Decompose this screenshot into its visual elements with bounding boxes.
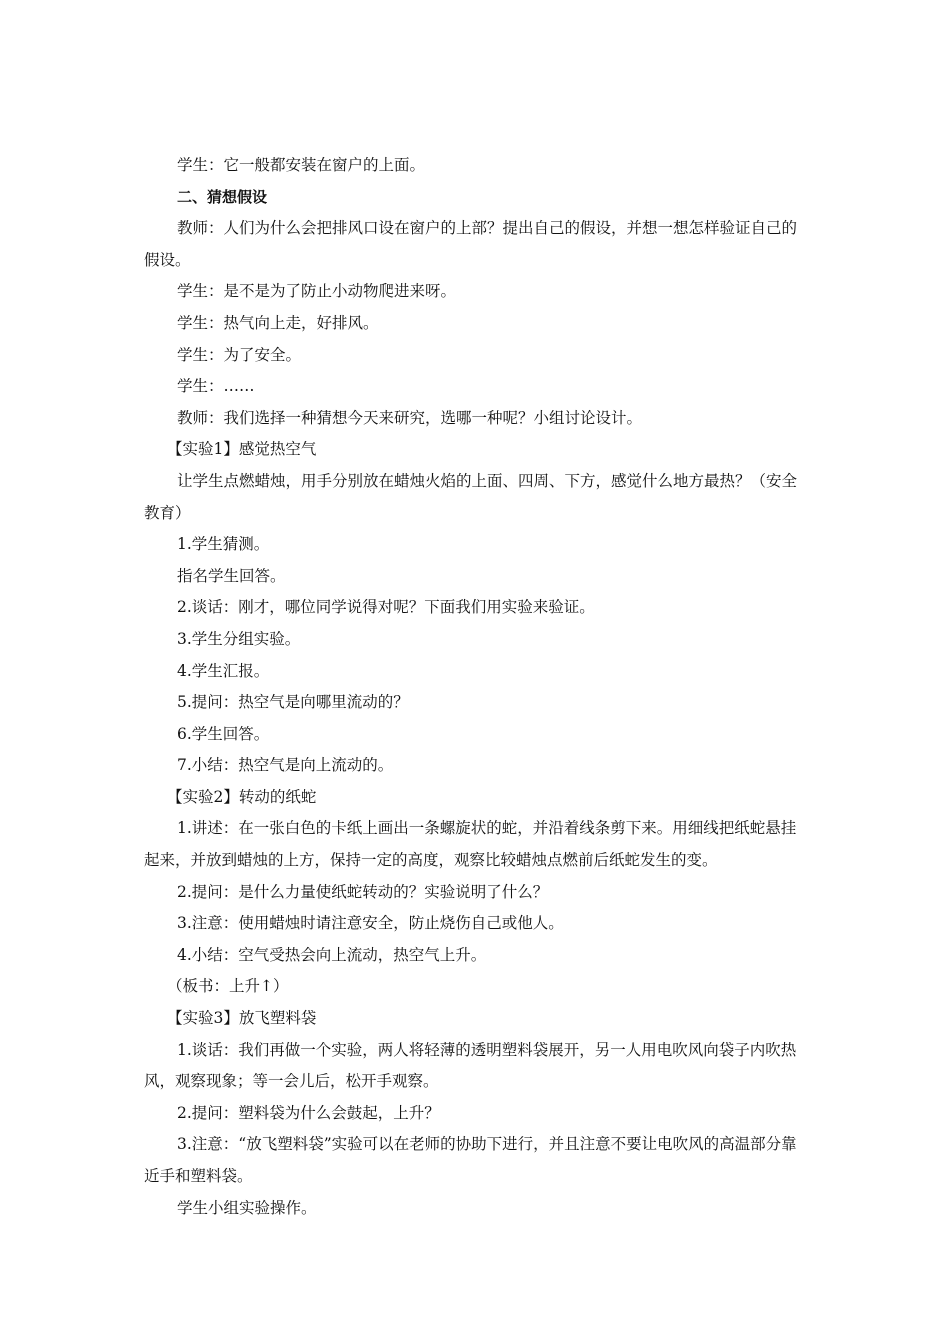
paragraph: 学生：为了安全。 bbox=[177, 345, 302, 364]
list-item: 1.讲述：在一张白色的卡纸上画出一条螺旋状的蛇，并沿着线条剪下来。用细线把纸蛇悬挂起来，并放到蜡烛的上方，保持一定的高度，观察比较蜡烛点燃前后纸蛇发生的变。 bbox=[144, 819, 797, 870]
list-item: 3.学生分组实验。 bbox=[177, 629, 301, 648]
paragraph: 学生：它一般都安装在窗户的上面。 bbox=[177, 156, 426, 174]
list-item: 3.注意：“放飞塑料袋”实验可以在老师的协助下进行，并且注意不要让电吹风的高温部分靠近手和塑料袋。 bbox=[144, 1135, 797, 1185]
list-item: 2.谈话：刚才，哪位同学说得对呢？下面我们用实验来验证。 bbox=[177, 598, 595, 617]
list-item: 7.小结：热空气是向上流动的。 bbox=[177, 756, 394, 775]
paragraph: 教师：我们选择一种猜想今天来研究，选哪一种呢？小组讨论设计。 bbox=[177, 408, 643, 427]
experiment-heading: 【实验3】放飞塑料袋 bbox=[167, 1009, 317, 1028]
paragraph: 学生：是不是为了防止小动物爬进来呀。 bbox=[177, 282, 457, 301]
list-item: 2.提问：是什么力量使纸蛇转动的？实验说明了什么？ bbox=[177, 882, 549, 901]
paragraph: 学生小组实验操作。 bbox=[177, 1198, 317, 1217]
paragraph: 学生：…… bbox=[177, 377, 255, 396]
paragraph: 让学生点燃蜡烛，用手分别放在蜡烛火焰的上面、四周、下方，感觉什么地方最热？（安全教育） bbox=[144, 471, 798, 522]
paragraph: 指名学生回答。 bbox=[177, 566, 286, 585]
section-heading: 二、猜想假设 bbox=[177, 187, 268, 206]
list-item: 4.小结：空气受热会向上流动，热空气上升。 bbox=[177, 945, 487, 964]
list-item: 3.注意：使用蜡烛时请注意安全，防止烧伤自己或他人。 bbox=[177, 914, 564, 933]
list-item: 1.学生猜测。 bbox=[177, 535, 270, 554]
list-item: 2.提问：塑料袋为什么会鼓起，上升？ bbox=[177, 1103, 440, 1122]
list-item: 6.学生回答。 bbox=[177, 724, 270, 743]
document-page bbox=[144, 150, 809, 1224]
experiment-heading: 【实验2】转动的纸蛇 bbox=[167, 787, 317, 806]
blackboard-note: （板书：上升↑） bbox=[167, 977, 289, 996]
experiment-heading: 【实验1】感觉热空气 bbox=[167, 440, 317, 459]
paragraph: 教师：人们为什么会把排风口设在窗户的上部？提出自己的假设，并想一想怎样验证自己的假设。 bbox=[144, 219, 798, 269]
list-item: 4.学生汇报。 bbox=[177, 661, 270, 680]
list-item: 1.谈话：我们再做一个实验，两人将轻薄的透明塑料袋展开，另一人用电吹风向袋子内吹热风，观察现象；等一会儿后，松开手观察。 bbox=[144, 1040, 797, 1091]
paragraph: 学生：热气向上走，好排风。 bbox=[177, 313, 379, 332]
list-item: 5.提问：热空气是向哪里流动的？ bbox=[177, 693, 409, 712]
